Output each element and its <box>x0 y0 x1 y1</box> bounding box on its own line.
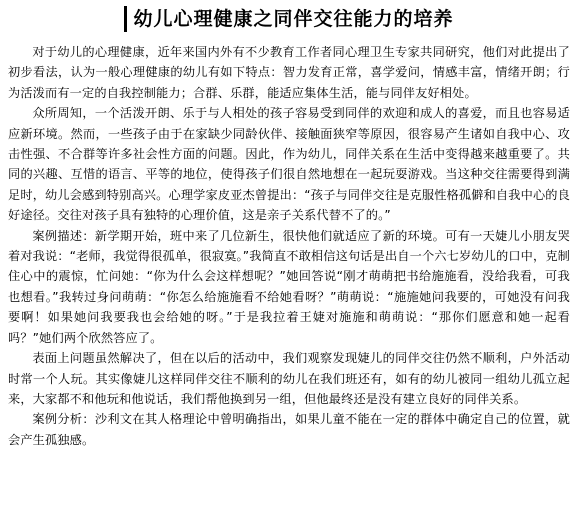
document-title: 幼儿心理健康之同伴交往能力的培养 <box>133 8 454 30</box>
paragraph-case-description: 案例描述：新学期开始，班中来了几位新生，很快他们就适应了新的环境。可有一天婕儿小朋友哭着对我说：“老师，我觉得很孤单，很寂寞。”我简直不敢相信这句话是出自一个六七岁幼儿的口中，克制住心中的震惊，忙问她：“你为什么会这样想呢？”她回答说“刚才萌萌把书给施施看，没给我看，可我也想看。”我转过身问萌萌：“你怎么给施施看不给她看呀？”萌萌说：“施施她问我要的，可她没有问我要啊！如果她问我要我也会给她的呀。”于是我拉着王婕对施施和萌萌说：“那你们愿意和她一起看吗？”她们两个欣然答应了。 <box>8 228 571 345</box>
title-row <box>0 6 578 32</box>
text-cursor-bar <box>124 6 127 32</box>
paragraph-health-criteria: 对于幼儿的心理健康，近年来国内外有不少教育工作者同心理卫生专家共同研究，他们对此提出了初步看法，认为一般心理健康的幼儿有如下特点：智力发育正常，喜学爱问，情感丰富，情绪开朗；行为活泼而有一定的自我控制能力；合群、乐群，能适应集体生活，能与同伴友好相处。 <box>8 45 570 100</box>
paragraph-observation: 表面上问题虽然解决了，但在以后的活动中，我们观察发现婕儿的同伴交往仍然不顺利，户外活动时常一个人玩。其实像婕儿这样同伴交往不顺利的幼儿在我们班还有，如有的幼儿被同一组幼儿孤立起来，大家都不和他玩和他说话，我们帮他换到另一组，但他最终还是没有建立良好的同伴关系。 <box>8 351 570 406</box>
document-body <box>8 42 570 450</box>
paragraph-case-analysis: 案例分析：沙利文在其人格理论中曾明确指出，如果儿童不能在一定的群体中确定自己的位置，就会产生孤独感。 <box>8 412 570 447</box>
paragraph-peer-importance: 众所周知，一个活泼开朗、乐于与人相处的孩子容易受到同伴的欢迎和成人的喜爱，而且也容易适应新环境。然而，一些孩子由于在家缺少同龄伙伴、接触面狭窄等原因，很容易产生诸如自我中心、攻击性强、不合群等许多社会性方面的问题。因此，作为幼儿，同伴关系在生活中变得越来越重要了。共同的兴趣、互惜的语言、平等的地位，使得孩子们很自然地想在一起玩耍游戏。当这种交往需要得到满足时，幼儿会感到特别高兴。心理学家皮亚杰曾提出：“孩子与同伴交往是克服性格孤僻和自我中心的良好途径。交往对孩子具有独特的心理价值，这是亲子关系代替不了的。” <box>8 106 570 223</box>
